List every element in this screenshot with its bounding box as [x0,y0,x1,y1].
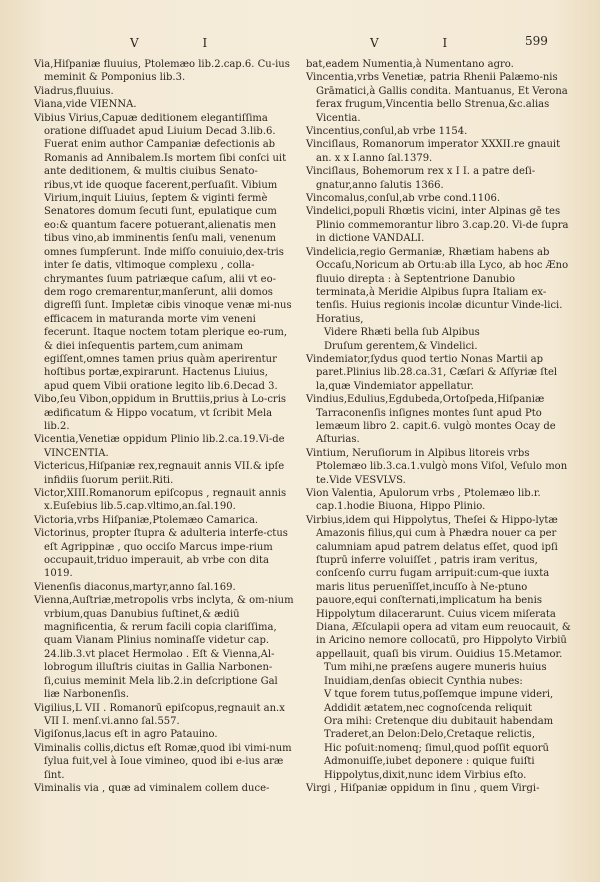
verse-line: Ora mihi: Cretenque diu dubitauit habendam [324,715,554,727]
left-column [34,58,296,795]
entry-viminalis-via: Viminalis via , quæ ad viminalem collem duce- [34,782,270,794]
entry-vicentia: Vicentia,Venetiæ oppidum Plinio lib.2.ca.19.Vi-de VINCENTIA. [34,434,285,459]
right-column [306,58,576,795]
verse-line: Inuidiam,denſas obiecit Cynthia nubes: [324,675,523,687]
entry-viana: Viana,vide VIENNA. [34,99,137,111]
verse-line: Addidit ætatem,nec cognoſcenda reliquit [324,702,532,714]
entry-virgi: Virgi , Hiſpaniæ oppidum in ſinu , quem Virgi- [306,782,540,794]
entry-vincomalus: Vincomalus,conſul,ab vrbe cond.1106. [306,193,501,205]
verse-line: Videre Rhæti bella ſub Alpibus [324,327,480,339]
verse-line: Tum mihi,ne præſens augere muneris huius [324,662,547,674]
entry-victor: Victor,XIII.Romanorum epiſcopus , regnauit annis x.Euſebius lib.5.cap.vltimo,an.ſal.190. [34,488,287,513]
entry-victericus: Victericus,Hiſpaniæ rex,regnauit annis VII.& ipſe infidiis ſuorum periit.Riti. [34,461,285,486]
entry-vindelicia: Vindelicia,regio Germaniæ, Rhætiam habens ab Occaſu,Noricum ab Ortu:ab illa Lyco, ab hoc Æno fluuio direpta : à Septentrione Danubio terminata,à Meridie Alpibus ſupra Italiam ex-tenſis. Huius regionis incolæ dicuntur Vinde-lici. Horatius, [306,246,569,325]
entry-virbius: Virbius,idem qui Hippolytus, Theſei & Hippo-lytæ Amazonis filius,qui cum à Phædra nouer ca per calumniam apud patrem delatus eſſet, quod ipſi ſtuprū inferre voluiſſet , patris iram veritus, conſcenſo curru fugam arripuit:cum-que iuxta maris litus peruenīſſet,incuſſo à Ne-ptuno pauore,equi conſternati,implicatum ha benis Hippolytum dilacerarunt. Cuius vicem miſerata Diana, Æſculapii opera ad vitam eum reuocauit, & in Aricino nemore collocatū, pro Hippolyto Virbiū appellauit, quaſi bis virum. Ouidius 15.Metamor. [306,514,571,660]
verse-line: Admonuiſſe,iubet deponere : quique fuiſti [324,756,535,768]
entry-vienna: Vienna,Auſtriæ,metropolis vrbs inclyta, & om-nium vrbium,quas Danubius ſuſtinet,& ædiū magnificentia, & rerum facili copia clariſſima, quam Vianam Plinius nominaſſe videtur cap. 24.lib.3.vt placet Hermolao . Eſt & Vienna,Al-lobrogum illuſtris ciuitas in Gallia Narbonen-ſi,cuius meminit Mela lib.2.in deſcriptione Gal liæ Narbonenſis. [34,595,294,701]
verse-line: Traderet,an Delon:Delo,Cretaque relictis, [324,729,535,741]
entry-vincentius: Vincentius,conſul,ab vrbe 1154. [306,126,468,138]
entry-vigisonus: Vigiſonus,lacus eſt in agro Patauino. [34,729,218,741]
entry-vincentia: Vincentia,vrbs Venetiæ, patria Rhenii Palæmo-nis Grāmatici,à Gallis condita. Mantuanus, Et Verona ferax frugum,Vincentia bello Strenua,&c.alias Vicentia. [306,72,568,124]
verse-line: Druſum gerentem,& Vindelici. [324,340,478,352]
entry-vincislaus-imperator: Vinciſlaus, Romanorum imperator XXXII.re gnauit an. x x I.anno ſal.1379. [306,139,561,164]
verse-line: Hippolytus,dixit,nunc idem Virbius eſto. [324,769,527,781]
entry-continuation: bat,eadem Numentia,à Numentano agro. [306,59,514,70]
page-number: 599 [525,34,548,48]
entry-viminalis-collis: Viminalis collis,dictus eſt Romæ,quod ibi vimi-num ſylua fuit,vel à Ioue vimineo, quod ibi e-ius aræ ſint. [34,742,292,781]
entry-vintium: Vintium, Neruſiorum in Alpibus litoreis vrbs Ptolemæo lib.3.ca.1.vulgò mons Viſol, Veſulo mon te.Vide VESVLVS. [306,447,568,486]
entry-vindemiator: Vindemiator,ſydus quod tertio Nonas Martii ap paret.Plinius lib.28.ca.31, Cæſari & Aſſyriæ ſtel la,quæ Vindemiator appellatur. [306,353,558,392]
entry-vigilius: Vigilius,L VII . Romanorū epiſcopus,regnauit an.x VII I. menſ.vi.anno ſal.557. [34,702,285,727]
entry-victoria: Victoria,vrbs Hiſpaniæ,Ptolemæo Camarica. [34,514,259,526]
entry-vibo: Vibo,ſeu Vibon,oppidum in Bruttiis,prius à Lo-cris ædificatum & Hippo vocatum, vt ſcribit Mela lib.2. [34,394,287,432]
entry-vibius-virius: Vibius Virius,Capuæ deditionem elegantiſſima oratione diſſuadet apud Liuium Decad 3.lib.6. Fuerat enim author Campaniæ defectionis ab Romanis ad Annibalem.Is mortem ſibi conſci uit ante deditionem, & multis ciuibus Senato-ribus,vt ide quoque facerent,perſuaſit. Vibium Virium,inquit Liuius, ſeptem & viginti fermè Senatores domum ſecuti ſunt, epulatique cum eo:& quantum facere potuerant,alienatis men tibus vino,ab imminentis ſenſu mali, venenum omnes ſumpſerunt. Inde miſſo conuiuio,dex-tris inter ſe datis, vltimoque complexu , colla-chrymantes ſuum patriæque caſum, alii vt eo-dem rogo cremarentur,manſerunt, alii domos digreſſi ſunt. Impletæ cibis vinoque venæ mi-nus efficacem in maturanda morte vim veneni fecerunt. Itaque noctem totam plerique eo-rum, & diei inſequentis partem,cum animam egiſſent,omnes tamen prius quàm aperirentur hoſtibus portæ,expirarunt. Hactenus Liuius, apud quem Vibii oratione legito lib.6.Decad 3. [34,112,292,392]
entry-viadrus: Viadrus,fluuius. [34,85,114,97]
entry-via: Via,Hiſpaniæ fluuius, Ptolemæo lib.2.cap.6. Cu-ius meminit & Pomponius lib.3. [34,59,290,84]
entry-vienensis: Vienenſis diaconus,martyr,anno ſal.169. [34,581,236,593]
verse-line: Hic poſuit:nomenq; ſimul,quod poſſit equorū [324,742,549,754]
entry-vincislaus-rex: Vinciſlaus, Bohemorum rex x I I. a patre deſi-gnatur,anno ſalutis 1366. [306,166,536,191]
entry-vindius: Vindius,Edulius,Egdubeda,Ortoſpeda,Hiſpaniæ Tarraconenſis inſignes montes ſunt apud Pto lemæum libro 2. capit.6. vulgò montes Ocay de Aſturias. [306,394,556,446]
header-right: V I [370,36,478,50]
entry-victorinus: Victorinus, propter ſtupra & adulteria interfe-ctus eſt Agrippinæ , quo occiſo Marcus impe-rium occupauit,triduo imperauit, ab vrbe con dita 1019. [34,528,288,580]
entry-vindelici: Vindelici,populi Rhœtis vicini, inter Alpinas gē tes Plinio commemorantur libro 3.cap.20. Vi-de ſupra in dictione VANDALI. [306,206,569,245]
verse-line: V tque forem tutus,poſſemque impune videri, [324,689,554,701]
header-left: V I [130,36,238,50]
entry-vion-valentia: Vion Valentia, Apulorum vrbs , Ptolemæo lib.r. cap.1.hodie Biuona, Hippo Plinio. [306,488,541,513]
running-header [0,36,600,54]
